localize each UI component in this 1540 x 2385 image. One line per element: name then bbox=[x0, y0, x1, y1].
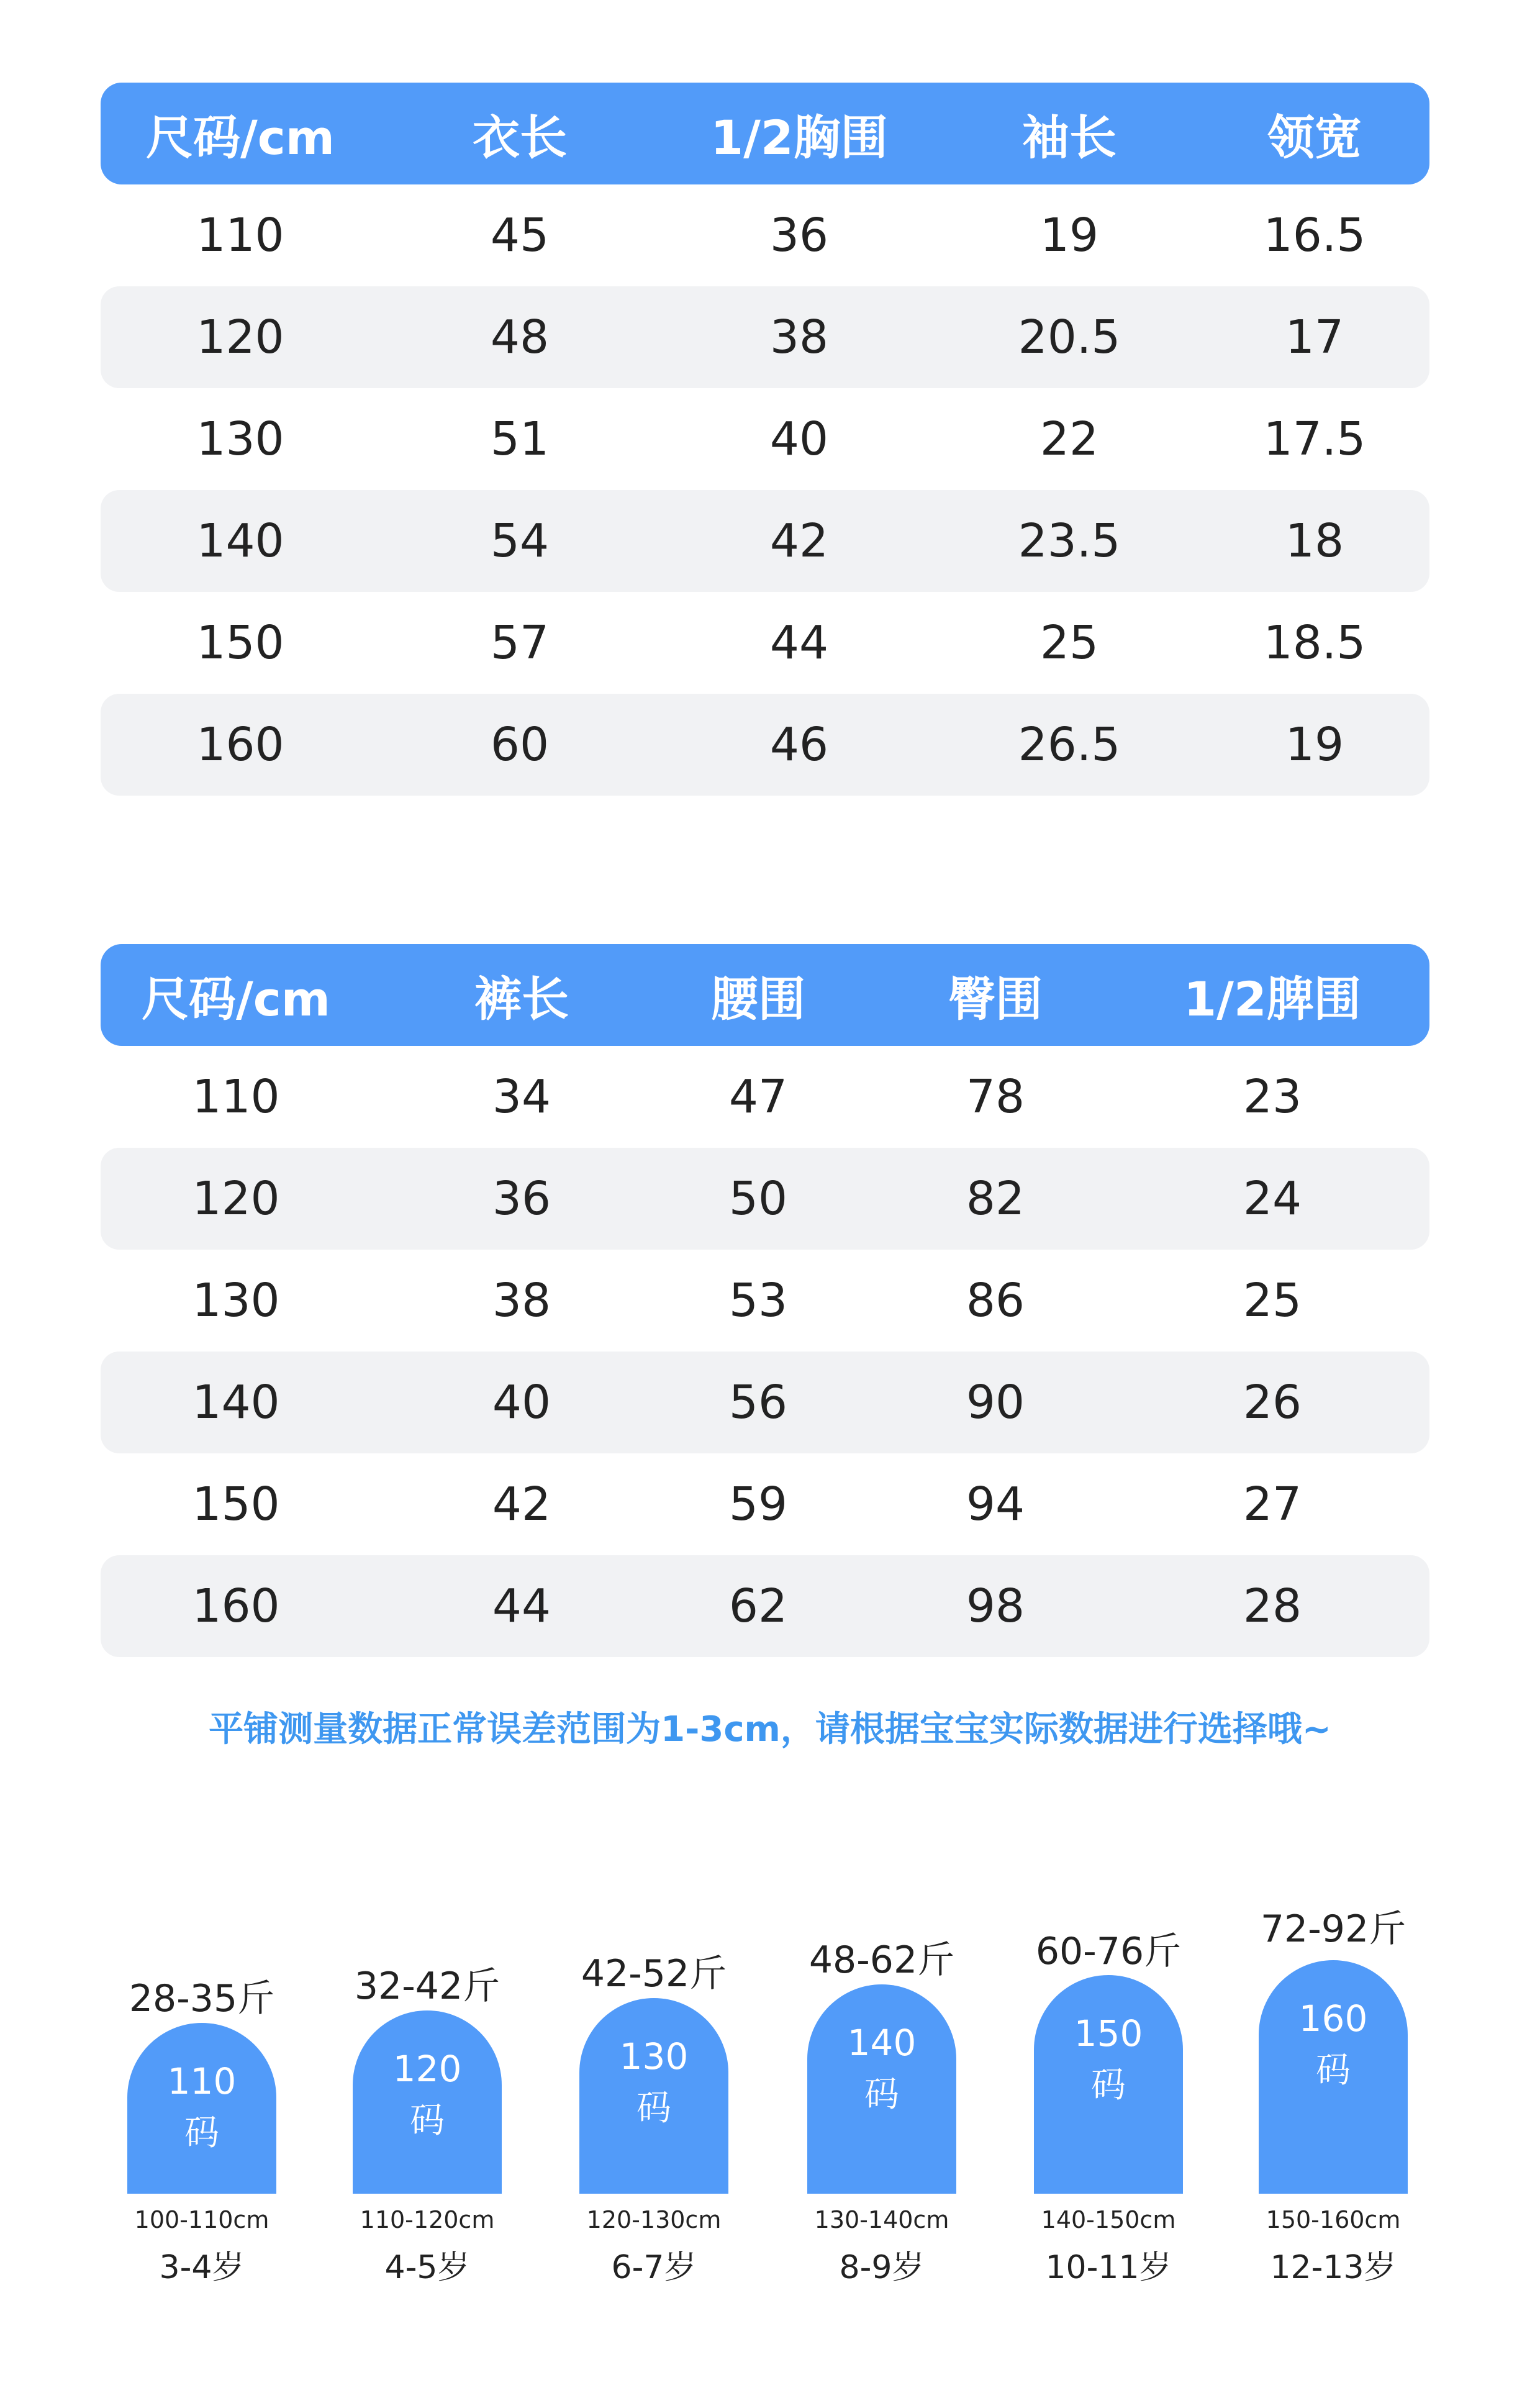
table-cell: 130 bbox=[192, 1274, 280, 1327]
table-cell: 46 bbox=[769, 718, 829, 771]
table-cell: 160 bbox=[196, 718, 284, 771]
table-row bbox=[101, 388, 1429, 490]
header-cell: 尺码/cm bbox=[142, 971, 330, 1027]
table-cell: 38 bbox=[769, 311, 829, 364]
table-cell: 53 bbox=[728, 1274, 788, 1327]
height-range: 150-160cm bbox=[1266, 2206, 1401, 2233]
table-row bbox=[101, 1046, 1429, 1148]
arch-size: 120 bbox=[392, 2048, 462, 2090]
age-range: 3-4岁 bbox=[159, 2249, 245, 2286]
table-cell: 24 bbox=[1243, 1172, 1302, 1225]
table-cell: 57 bbox=[490, 616, 550, 670]
table-cell: 34 bbox=[492, 1070, 551, 1124]
table-row bbox=[101, 1555, 1429, 1657]
header-cell: 袖长 bbox=[1022, 109, 1116, 165]
table-row bbox=[101, 184, 1429, 286]
table-cell: 82 bbox=[966, 1172, 1025, 1225]
weight-range: 32-42斤 bbox=[354, 1965, 500, 2008]
header-cell: 尺码/cm bbox=[146, 109, 335, 165]
table-cell: 19 bbox=[1285, 718, 1344, 771]
arch-wrap bbox=[997, 1913, 1220, 2194]
age-range: 4-5岁 bbox=[384, 2249, 470, 2286]
table-cell: 44 bbox=[769, 616, 829, 670]
table-cell: 25 bbox=[1243, 1274, 1302, 1327]
top-size-table bbox=[101, 83, 1429, 796]
table-row bbox=[101, 286, 1429, 388]
arch-size: 130 bbox=[619, 2035, 689, 2078]
table-cell: 56 bbox=[728, 1376, 788, 1429]
bottom-table-header bbox=[101, 944, 1429, 1046]
table-row bbox=[101, 694, 1429, 796]
table-cell: 18 bbox=[1285, 514, 1344, 568]
table-cell: 45 bbox=[490, 209, 550, 262]
arch-size: 110 bbox=[167, 2060, 237, 2102]
table-cell: 110 bbox=[192, 1070, 280, 1124]
header-cell: 裤长 bbox=[474, 971, 569, 1027]
bottom-size-table bbox=[101, 944, 1429, 1657]
age-range: 8-9岁 bbox=[839, 2249, 925, 2286]
table-cell: 140 bbox=[196, 514, 284, 568]
table-row bbox=[101, 592, 1429, 694]
header-cell: 1/2脾围 bbox=[1184, 971, 1361, 1027]
header-cell: 领宽 bbox=[1267, 109, 1362, 165]
table-cell: 40 bbox=[492, 1376, 551, 1429]
table-cell: 110 bbox=[196, 209, 284, 262]
table-row bbox=[101, 1250, 1429, 1352]
table-cell: 130 bbox=[196, 412, 284, 466]
table-cell: 90 bbox=[966, 1376, 1025, 1429]
table-cell: 17.5 bbox=[1263, 412, 1366, 466]
table-cell: 42 bbox=[492, 1478, 551, 1531]
height-range: 120-130cm bbox=[586, 2206, 722, 2233]
table-cell: 18.5 bbox=[1263, 616, 1366, 670]
table-cell: 140 bbox=[192, 1376, 280, 1429]
weight-range: 42-52斤 bbox=[581, 1952, 727, 1996]
table-row bbox=[101, 1148, 1429, 1250]
arch-wrap bbox=[770, 1913, 994, 2194]
table-cell: 86 bbox=[966, 1274, 1025, 1327]
height-range: 110-120cm bbox=[360, 2206, 495, 2233]
size-arch bbox=[1034, 1975, 1183, 2194]
arch-size: 140 bbox=[847, 2022, 917, 2064]
table-cell: 150 bbox=[196, 616, 284, 670]
table-cell: 23.5 bbox=[1018, 514, 1121, 568]
table-cell: 40 bbox=[769, 412, 829, 466]
weight-range: 28-35斤 bbox=[129, 1977, 275, 2020]
table-cell: 42 bbox=[769, 514, 829, 568]
table-cell: 48 bbox=[490, 311, 550, 364]
table-cell: 160 bbox=[192, 1579, 280, 1633]
table-cell: 28 bbox=[1243, 1579, 1302, 1633]
table-row bbox=[101, 1352, 1429, 1453]
arch-wrap bbox=[542, 1913, 766, 2194]
height-range: 130-140cm bbox=[814, 2206, 949, 2233]
table-cell: 36 bbox=[769, 209, 829, 262]
table-row bbox=[101, 1453, 1429, 1555]
header-cell: 衣长 bbox=[473, 109, 567, 165]
table-cell: 120 bbox=[196, 311, 284, 364]
age-range: 10-11岁 bbox=[1045, 2249, 1172, 2286]
table-cell: 98 bbox=[966, 1579, 1025, 1633]
header-cell: 臀围 bbox=[948, 971, 1043, 1027]
arch-size: 160 bbox=[1298, 1997, 1368, 2040]
size-guide bbox=[0, 1907, 1540, 2348]
table-cell: 54 bbox=[490, 514, 550, 568]
top-table-header bbox=[101, 83, 1429, 184]
table-cell: 36 bbox=[492, 1172, 551, 1225]
table-cell: 27 bbox=[1243, 1478, 1302, 1531]
arch-unit: 码 bbox=[1316, 2050, 1351, 2091]
table-cell: 16.5 bbox=[1263, 209, 1366, 262]
weight-range: 72-92斤 bbox=[1260, 1907, 1406, 1951]
arch-unit: 码 bbox=[184, 2113, 219, 2153]
weight-range: 48-62斤 bbox=[808, 1938, 955, 1982]
table-row bbox=[101, 490, 1429, 592]
table-cell: 50 bbox=[728, 1172, 788, 1225]
table-cell: 26.5 bbox=[1018, 718, 1121, 771]
table-cell: 62 bbox=[728, 1579, 788, 1633]
table-cell: 22 bbox=[1040, 412, 1099, 466]
arch-wrap bbox=[1221, 1907, 1445, 2194]
weight-range: 60-76斤 bbox=[1035, 1930, 1182, 1973]
size-arch bbox=[807, 1984, 956, 2194]
size-arch bbox=[127, 2023, 276, 2194]
table-cell: 59 bbox=[728, 1478, 788, 1531]
table-cell: 94 bbox=[966, 1478, 1025, 1531]
size-arch bbox=[579, 1998, 728, 2194]
age-range: 6-7岁 bbox=[611, 2249, 697, 2286]
table-cell: 25 bbox=[1040, 616, 1099, 670]
header-cell: 腰围 bbox=[711, 971, 805, 1027]
arch-wrap bbox=[90, 1913, 314, 2194]
table-cell: 38 bbox=[492, 1274, 551, 1327]
table-cell: 150 bbox=[192, 1478, 280, 1531]
table-cell: 60 bbox=[490, 718, 550, 771]
table-cell: 23 bbox=[1243, 1070, 1302, 1124]
table-cell: 51 bbox=[490, 412, 550, 466]
arch-wrap bbox=[315, 1913, 539, 2194]
table-cell: 19 bbox=[1040, 209, 1099, 262]
table-cell: 26 bbox=[1243, 1376, 1302, 1429]
arch-unit: 码 bbox=[1091, 2065, 1126, 2106]
table-cell: 47 bbox=[728, 1070, 788, 1124]
header-cell: 1/2胸围 bbox=[710, 109, 888, 165]
size-arch bbox=[353, 2010, 502, 2194]
age-range: 12-13岁 bbox=[1270, 2249, 1397, 2286]
height-range: 140-150cm bbox=[1041, 2206, 1176, 2233]
arch-size: 150 bbox=[1074, 2012, 1143, 2055]
measurement-note: 平铺测量数据正常误差范围为1-3cm，请根据宝宝实际数据进行选择哦~ bbox=[209, 1709, 1331, 1750]
table-cell: 20.5 bbox=[1018, 311, 1121, 364]
arch-unit: 码 bbox=[636, 2088, 671, 2128]
table-cell: 44 bbox=[492, 1579, 551, 1633]
table-cell: 120 bbox=[192, 1172, 280, 1225]
arch-unit: 码 bbox=[864, 2074, 899, 2115]
table-cell: 78 bbox=[966, 1070, 1025, 1124]
arch-unit: 码 bbox=[410, 2101, 445, 2141]
height-range: 100-110cm bbox=[134, 2206, 270, 2233]
table-cell: 17 bbox=[1285, 311, 1344, 364]
size-arch bbox=[1259, 1960, 1408, 2194]
